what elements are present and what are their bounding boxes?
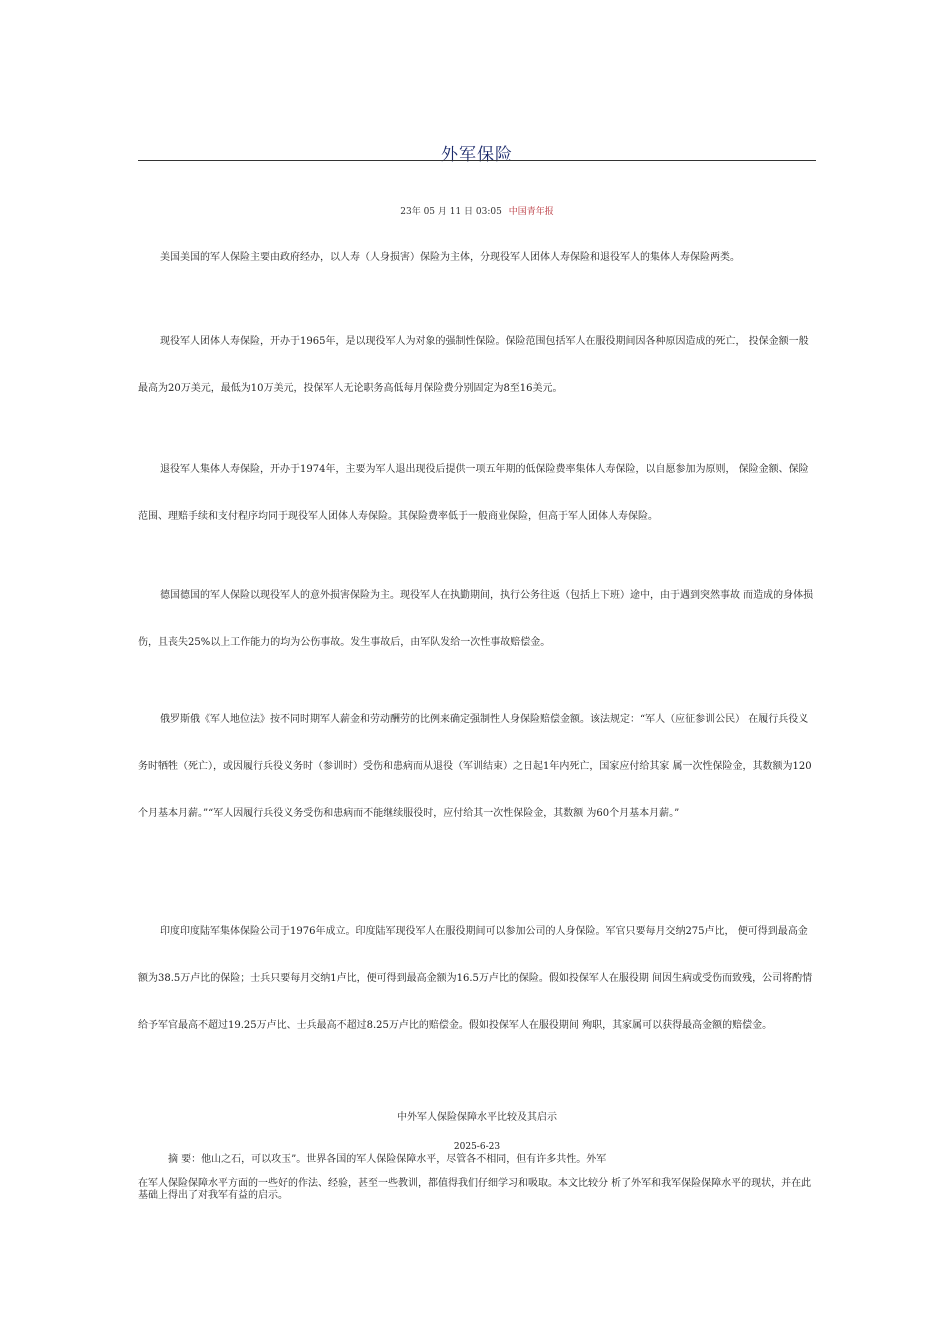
title-divider <box>138 160 816 161</box>
paragraph-russia: 俄罗斯俄《军人地位法》按不同时期军人薪金和劳动酬劳的比例来确定强制性人身保险赔偿金额。该法规定：“军人（应征参训公民） 在履行兵役义务时牺牲（死亡），或因履行兵役义务时（参训时）受伤和患病而从退役（军训结束）之日起1年内死亡，国家应付给其家 属一次性保险金，其数额为120个月基本月薪。”“军人因履行兵役义务受伤和患病而不能继续服役时，应付给其一次性保险金，其数额 为60个月基本月薪。” <box>138 714 812 819</box>
section-subtitle: 中外军人保险保障水平比较及其启示 <box>397 1112 557 1123</box>
abstract-line-1: 摘 要：他山之石，可以攻玉”。世界各国的军人保险保障水平，尽管各不相同，但有许多共性。外军 <box>168 1154 607 1165</box>
paragraph-india: 印度印度陆军集体保险公司于1976年成立。印度陆军现役军人在服役期间可以参加公司的人身保险。军官只要每月交纳275卢比， 便可得到最高金额为38.5万卢比的保险；士兵只要每月交纳1卢比，便可得到最高金额为16.5万卢比的保险。假如投保军人在服役期 间因生病或受伤而致残，公司将酌情给予军官最高不超过19.25万卢比、士兵最高不超过8.25万卢比的赔偿金。假如投保军人在服役期间 殉职，其家属可以获得最高金额的赔偿金。 <box>138 926 813 1031</box>
article-meta <box>138 204 816 217</box>
paragraph-germany: 德国德国的军人保险以现役军人的意外损害保险为主。现役军人在执勤期间，执行公务往返（包括上下班）途中，由于遇到突然事故 而造成的身体损伤，且丧失25%以上工作能力的均为公伤事故。发生事故后，由军队发给一次性事故赔偿金。 <box>138 590 814 648</box>
source-link[interactable]: 中国青年报 <box>508 207 554 217</box>
paragraph-usa-intro: 美国美国的军人保险主要由政府经办，以人寿（人身损害）保险为主体，分现役军人团体人寿保险和退役军人的集体人寿保险两类。 <box>160 252 740 263</box>
publish-date: 23年 05 月 11 日 03:05 <box>400 207 502 217</box>
paragraph-usa-active: 现役军人团体人寿保险，开办于1965年，是以现役军人为对象的强制性保险。保险范围包括军人在服役期间因各种原因造成的死亡， 投保金额一般最高为20万美元，最低为10万美元，投保军人无论职务高低每月保险费分别固定为8至16美元。 <box>138 336 809 394</box>
page-title: 外军保险 <box>441 145 513 165</box>
paragraph-usa-retired: 退役军人集体人寿保险，开办于1974年，主要为军人退出现役后提供一项五年期的低保险费率集体人寿保险，以自愿参加为原则， 保险金额、保险范围、理赔手续和支付程序均同于现役军人团体人寿保险。其保险费率低于一般商业保险，但高于军人团体人寿保险。 <box>138 464 809 522</box>
section-date: 2025-6-23 <box>453 1142 501 1152</box>
abstract-line-2: 在军人保险保障水平方面的一些好的作法、经验，甚至一些教训，都值得我们仔细学习和吸取。本文比较分 析了外军和我军保险保障水平的现状，并在此基础上得出了对我军有益的启示。 <box>138 1178 812 1201</box>
